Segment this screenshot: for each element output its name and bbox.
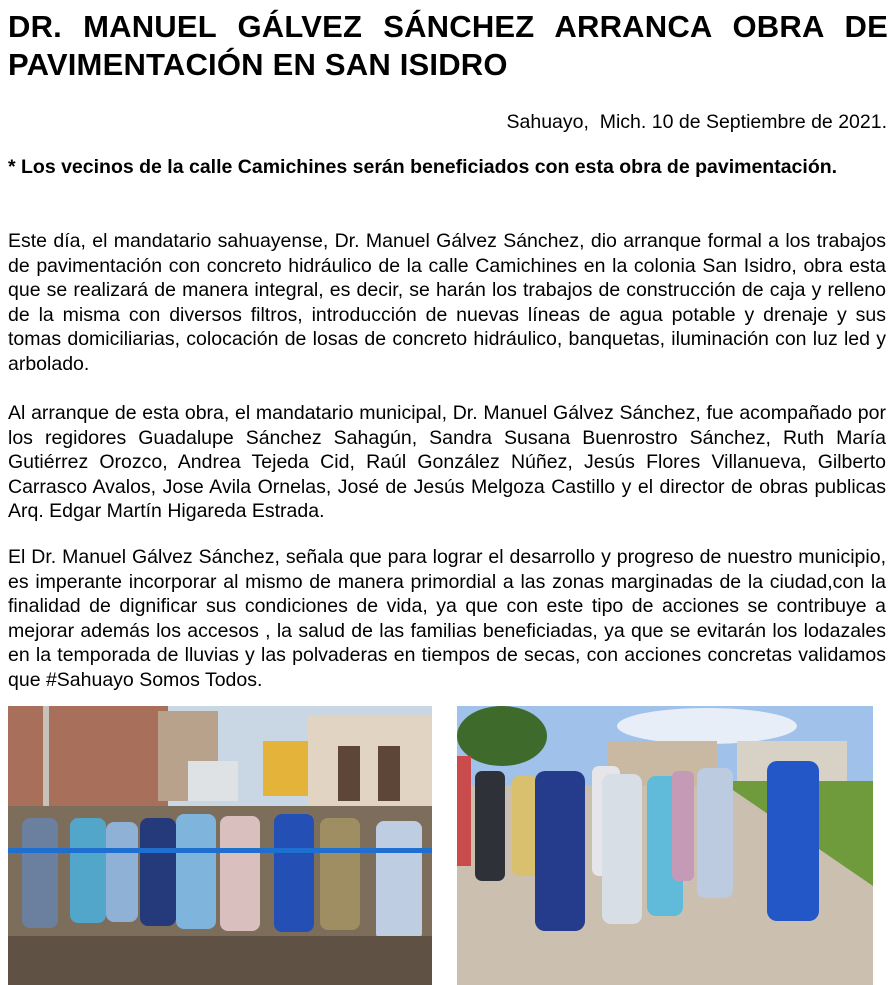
article-title: DR. MANUEL GÁLVEZ SÁNCHEZ ARRANCA OBRA DE PAVIMENTACIÓN EN SAN ISIDRO xyxy=(8,9,888,82)
paragraph-3: El Dr. Manuel Gálvez Sánchez, señala que para lograr el desarrollo y progreso de nuestro municipio, es imperante incorporar al mismo de manera primordial a las zonas marginadas de la ciudad,con la finalidad de dignificar sus condiciones de vida, ya que con este tipo de acciones se contribuye a mejorar además los accesos , la salud de las familias beneficiadas, ya que se evitarán los lodazales en la temporada de lluvias y las polvaderas en tiempos de secas, con acciones concretas validamos que #Sahuayo Somos Todos. xyxy=(8,546,886,691)
blue-ribbon xyxy=(8,848,432,853)
paragraph-1: Este día, el mandatario sahuayense, Dr. Manuel Gálvez Sánchez, dio arranque formal a los trabajos de pavimentación con concreto hidráulico de la calle Camichines en la colonia San Isidro, obra esta que se realizará de manera integral, es decir, se harán los trabajos de construcción de caja y relleno de la misma con diversos filtros, introducción de nuevas líneas de agua potable y drenaje y sus tomas domiciliarias, colocación de losas de concreto hidráulico, banquetas, iluminación con luz led y arbolado. xyxy=(8,230,886,375)
house-right xyxy=(308,716,432,811)
dateline: Sahuayo, Mich. 10 de Septiembre de 2021. xyxy=(506,111,887,133)
walking-group-photo xyxy=(457,706,873,985)
cloud xyxy=(617,708,797,744)
ribbon-cutting-photo-illustration xyxy=(8,706,432,985)
truck xyxy=(188,761,238,801)
ribbon-cutting-photo xyxy=(8,706,432,985)
paragraph-2: Al arranque de esta obra, el mandatario municipal, Dr. Manuel Gálvez Sánchez, fue acompañado por los regidores Guadalupe Sánchez Sahagún, Sandra Susana Buenrostro Sánchez, Ruth María Gutiérrez Orozco, Andrea Tejeda Cid, Raúl González Núñez, Jesús Flores Villanueva, Gilberto Carrasco Avalos, Jose Avila Ornelas, José de Jesús Melgoza Castillo y el director de obras publicas Arq. Edgar Martín Higareda Estrada. xyxy=(8,402,886,523)
mud-foreground xyxy=(8,936,432,985)
brick-wall xyxy=(8,706,168,816)
highlight-bullet: * Los vecinos de la calle Camichines serán beneficiados con esta obra de pavimentación. xyxy=(8,156,838,178)
excavator xyxy=(263,741,308,796)
walking-group-photo-illustration xyxy=(457,706,873,985)
